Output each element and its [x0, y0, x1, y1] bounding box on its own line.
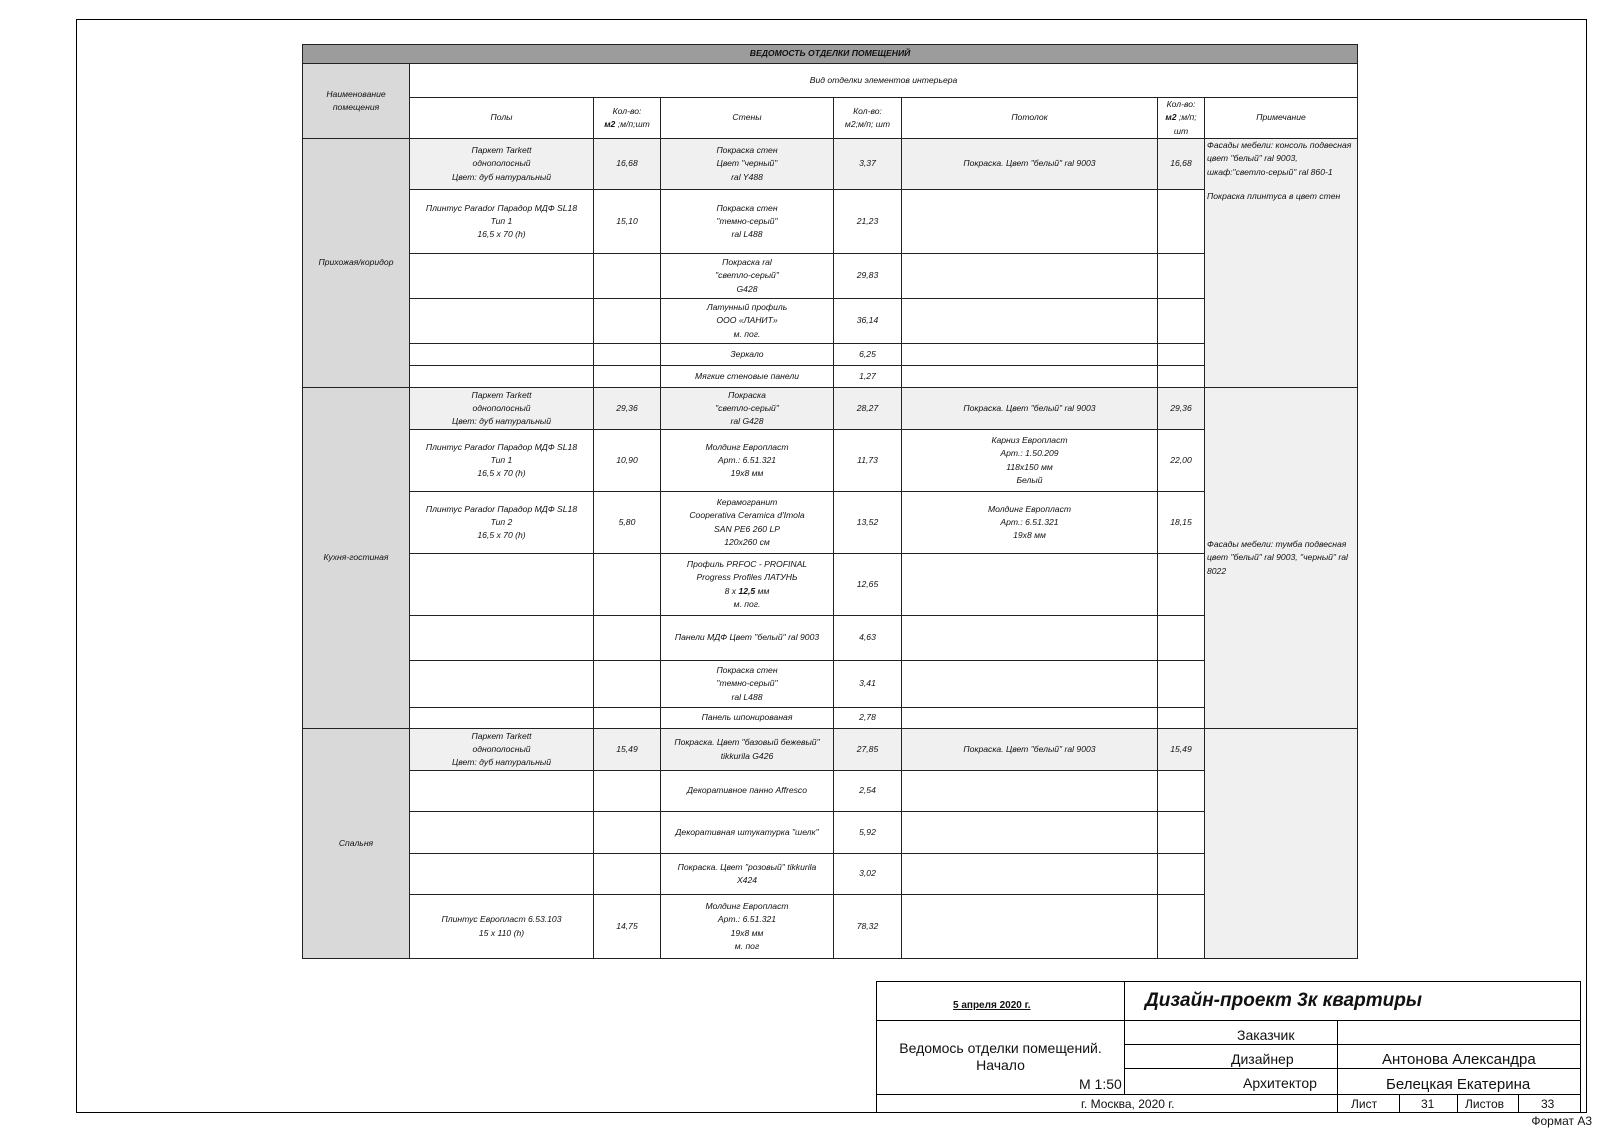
ceiling-cell	[902, 854, 1158, 895]
note-text: Покраска плинтуса в цвет стен	[1207, 190, 1341, 201]
sheets-label: Листов	[1465, 1097, 1504, 1111]
ceiling-qty-cell	[1158, 854, 1205, 895]
header-row-2	[303, 98, 1358, 139]
table-row	[303, 388, 1358, 430]
table-row	[303, 854, 1358, 895]
floor-cell: Плинтус Parador Парадор МДФ SL18 Тип 1 16,5 х 70 (h)	[410, 190, 594, 254]
ceiling-cell: Покраска. Цвет "белый" ral 9003	[902, 729, 1158, 771]
ceiling-cell: Молдинг Европласт Арт.: 6.51.321 19х8 мм	[902, 492, 1158, 554]
table-row	[303, 190, 1358, 254]
ceiling-cell	[902, 812, 1158, 854]
wall-cell: Молдинг Европласт Арт.: 6.51.321 19х8 мм м. пог	[661, 895, 834, 959]
wall-qty-cell: 27,85	[834, 729, 902, 771]
ceiling-qty-cell	[1158, 661, 1205, 708]
floor-qty-cell: 15,49	[594, 729, 661, 771]
architect-label: Архитектор	[1243, 1075, 1317, 1091]
wall-qty-cell: 2,54	[834, 771, 902, 812]
sheet-number: 31	[1421, 1097, 1435, 1111]
wall-qty-cell: 3,02	[834, 854, 902, 895]
header-qty-floors: Кол-во: м2 ;м/п;шт	[594, 98, 661, 139]
table-row	[303, 661, 1358, 708]
ceiling-qty-cell: 16,68	[1158, 139, 1205, 190]
architect-name: Белецкая Екатерина	[1386, 1076, 1531, 1093]
floor-qty-cell	[594, 554, 661, 616]
wall-cell: Декоративное панно Affresco	[661, 771, 834, 812]
customer-label: Заказчик	[1237, 1027, 1295, 1043]
wall-qty-cell: 4,63	[834, 616, 902, 661]
room-name: Прихожая/коридор	[303, 139, 410, 388]
ceiling-qty-cell	[1158, 254, 1205, 299]
ceiling-cell: Карниз Европласт Арт.: 1.50.209 118х150 мм Белый	[902, 430, 1158, 492]
table-row	[303, 554, 1358, 616]
wall-qty-cell: 21,23	[834, 190, 902, 254]
table-title: ВЕДОМОСТЬ ОТДЕЛКИ ПОМЕЩЕНИЙ	[303, 45, 1358, 64]
ceiling-qty-cell	[1158, 190, 1205, 254]
floor-cell: Плинтус Европласт 6.53.103 15 х 110 (h)	[410, 895, 594, 959]
wall-cell: Покраска. Цвет "базовый бежевый" tikkurila G426	[661, 729, 834, 771]
note-text: Фасады мебели: тумба подвесная цвет "белый" ral 9003, "черный" ral 8022	[1207, 539, 1348, 576]
wall-qty-cell: 3,41	[834, 661, 902, 708]
room-name: Спальня	[303, 729, 410, 959]
floor-cell	[410, 344, 594, 366]
ceiling-cell	[902, 344, 1158, 366]
table-row	[303, 254, 1358, 299]
ceiling-qty-cell	[1158, 554, 1205, 616]
table-row	[303, 895, 1358, 959]
ceiling-cell	[902, 895, 1158, 959]
floor-qty-cell: 10,90	[594, 430, 661, 492]
header-qty-walls: Кол-во: м2;м/п; шт	[834, 98, 902, 139]
format-label: Формат А3	[1531, 1114, 1592, 1128]
floor-cell: Плинтус Parador Парадор МДФ SL18 Тип 1 16,5 х 70 (h)	[410, 430, 594, 492]
wall-qty-cell: 1,27	[834, 366, 902, 388]
floor-qty-cell	[594, 299, 661, 344]
header-walls: Стены	[661, 98, 834, 139]
wall-cell: Декоративная штукатурка "шелк"	[661, 812, 834, 854]
table-row	[303, 430, 1358, 492]
wall-qty-cell: 3,37	[834, 139, 902, 190]
header-row-1	[303, 64, 1358, 98]
ceiling-cell: Покраска. Цвет "белый" ral 9003	[902, 388, 1158, 430]
note-cell	[1205, 139, 1358, 388]
designer-label: Дизайнер	[1231, 1051, 1294, 1067]
table-row	[303, 492, 1358, 554]
ceiling-qty-cell: 15,49	[1158, 729, 1205, 771]
designer-name: Антонова Александра	[1382, 1051, 1536, 1068]
wall-qty-cell: 6,25	[834, 344, 902, 366]
wall-cell: Панель шпонированая	[661, 708, 834, 729]
floor-qty-cell	[594, 254, 661, 299]
date-label: 5 апреля 2020 г.	[953, 1000, 1031, 1011]
scale-label: М 1:50	[1079, 1076, 1122, 1092]
floor-qty-cell	[594, 661, 661, 708]
wall-qty-cell: 11,73	[834, 430, 902, 492]
header-room: Наименование помещения	[303, 64, 410, 139]
table-row	[303, 729, 1358, 771]
ceiling-cell: Покраска. Цвет "белый" ral 9003	[902, 139, 1158, 190]
floor-cell	[410, 366, 594, 388]
floor-cell: Плинтус Parador Парадор МДФ SL18 Тип 2 16,5 х 70 (h)	[410, 492, 594, 554]
ceiling-qty-cell	[1158, 366, 1205, 388]
ceiling-qty-cell	[1158, 616, 1205, 661]
wall-cell: Покраска стен "темно-серый" ral L488	[661, 190, 834, 254]
floor-qty-cell: 14,75	[594, 895, 661, 959]
sheets-total: 33	[1541, 1097, 1555, 1111]
ceiling-cell	[902, 299, 1158, 344]
floor-cell	[410, 299, 594, 344]
wall-qty-cell: 36,14	[834, 299, 902, 344]
ceiling-cell	[902, 771, 1158, 812]
note-cell	[1205, 729, 1358, 959]
wall-cell: Латунный профиль ООО «ЛАНИТ» м. пог.	[661, 299, 834, 344]
wall-cell: Покраска ral "светло-серый" G428	[661, 254, 834, 299]
ceiling-cell	[902, 661, 1158, 708]
header-group: Вид отделки элементов интерьера	[410, 64, 1358, 98]
wall-qty-cell: 28,27	[834, 388, 902, 430]
floor-cell	[410, 854, 594, 895]
ceiling-cell	[902, 554, 1158, 616]
ceiling-cell	[902, 254, 1158, 299]
table-title-row	[303, 45, 1358, 64]
ceiling-qty-cell	[1158, 812, 1205, 854]
table-row	[303, 344, 1358, 366]
wall-qty-cell: 29,83	[834, 254, 902, 299]
finishing-schedule-table	[302, 44, 1358, 959]
header-ceiling: Потолок	[902, 98, 1158, 139]
project-title: Дизайн-проект 3к квартиры	[1145, 990, 1423, 1011]
ceiling-qty-cell: 18,15	[1158, 492, 1205, 554]
ceiling-qty-cell	[1158, 895, 1205, 959]
table-row	[303, 299, 1358, 344]
floor-qty-cell: 15,10	[594, 190, 661, 254]
wall-cell: Молдинг Европласт Арт.: 6.51.321 19х8 мм	[661, 430, 834, 492]
header-floors: Полы	[410, 98, 594, 139]
floor-cell: Паркет Tarkett однополосный Цвет: дуб натуральный	[410, 139, 594, 190]
table-row	[303, 771, 1358, 812]
ceiling-cell	[902, 366, 1158, 388]
ceiling-cell	[902, 190, 1158, 254]
wall-cell: Панели МДФ Цвет "белый" ral 9003	[661, 616, 834, 661]
wall-cell: Покраска стен "темно-серый" ral L488	[661, 661, 834, 708]
table-row	[303, 139, 1358, 190]
table-row	[303, 366, 1358, 388]
ceiling-cell	[902, 708, 1158, 729]
floor-cell: Паркет Tarkett однополосный Цвет: дуб натуральный	[410, 388, 594, 430]
wall-qty-cell: 12,65	[834, 554, 902, 616]
wall-cell: Покраска стен Цвет "черный" ral Y488	[661, 139, 834, 190]
note-cell	[1205, 388, 1358, 729]
room-name: Кухня-гостиная	[303, 388, 410, 729]
floor-cell	[410, 254, 594, 299]
ceiling-qty-cell	[1158, 299, 1205, 344]
floor-qty-cell	[594, 708, 661, 729]
header-note: Примечание	[1205, 98, 1358, 139]
ceiling-qty-cell	[1158, 771, 1205, 812]
floor-cell: Паркет Tarkett однополосный Цвет: дуб натуральный	[410, 729, 594, 771]
wall-cell: Мягкие стеновые панели	[661, 366, 834, 388]
floor-qty-cell	[594, 854, 661, 895]
note-text: Фасады мебели: консоль подвесная цвет "белый" ral 9003, шкаф:"светло-серый" ral 860-1	[1207, 140, 1352, 177]
wall-cell: Покраска "светло-серый" ral G428	[661, 388, 834, 430]
table-row	[303, 812, 1358, 854]
floor-qty-cell: 5,80	[594, 492, 661, 554]
floor-cell	[410, 812, 594, 854]
floor-qty-cell: 16,68	[594, 139, 661, 190]
header-qty-ceiling: Кол-во: м2 ;м/п; шт	[1158, 98, 1205, 139]
ceiling-cell	[902, 616, 1158, 661]
ceiling-qty-cell	[1158, 708, 1205, 729]
wall-cell: Керамогранит Cooperativa Ceramica d'Imola SAN PE6 260 LP 120х260 см	[661, 492, 834, 554]
title-block	[876, 981, 1581, 1113]
wall-qty-cell: 2,78	[834, 708, 902, 729]
floor-qty-cell	[594, 344, 661, 366]
ceiling-qty-cell: 22,00	[1158, 430, 1205, 492]
wall-cell: Зеркало	[661, 344, 834, 366]
floor-qty-cell	[594, 366, 661, 388]
sheet-name: Ведомось отделки помещений. Начало	[899, 1040, 1102, 1073]
floor-qty-cell	[594, 812, 661, 854]
wall-cell: Покраска. Цвет "розовый" tikkurila X424	[661, 854, 834, 895]
floor-qty-cell	[594, 771, 661, 812]
sheet-label: Лист	[1351, 1097, 1378, 1111]
wall-cell: Профиль PRFOC - PROFINAL Progress Profiles ЛАТУНЬ 8 х 12,5 мм м. пог.	[661, 554, 834, 616]
table-row	[303, 708, 1358, 729]
floor-cell	[410, 661, 594, 708]
floor-cell	[410, 771, 594, 812]
floor-qty-cell	[594, 616, 661, 661]
floor-cell	[410, 708, 594, 729]
ceiling-qty-cell: 29,36	[1158, 388, 1205, 430]
wall-qty-cell: 5,92	[834, 812, 902, 854]
table-row	[303, 616, 1358, 661]
wall-qty-cell: 13,52	[834, 492, 902, 554]
ceiling-qty-cell	[1158, 344, 1205, 366]
wall-qty-cell: 78,32	[834, 895, 902, 959]
floor-qty-cell: 29,36	[594, 388, 661, 430]
floor-cell	[410, 554, 594, 616]
floor-cell	[410, 616, 594, 661]
city-year: г. Москва, 2020 г.	[1081, 1097, 1175, 1111]
